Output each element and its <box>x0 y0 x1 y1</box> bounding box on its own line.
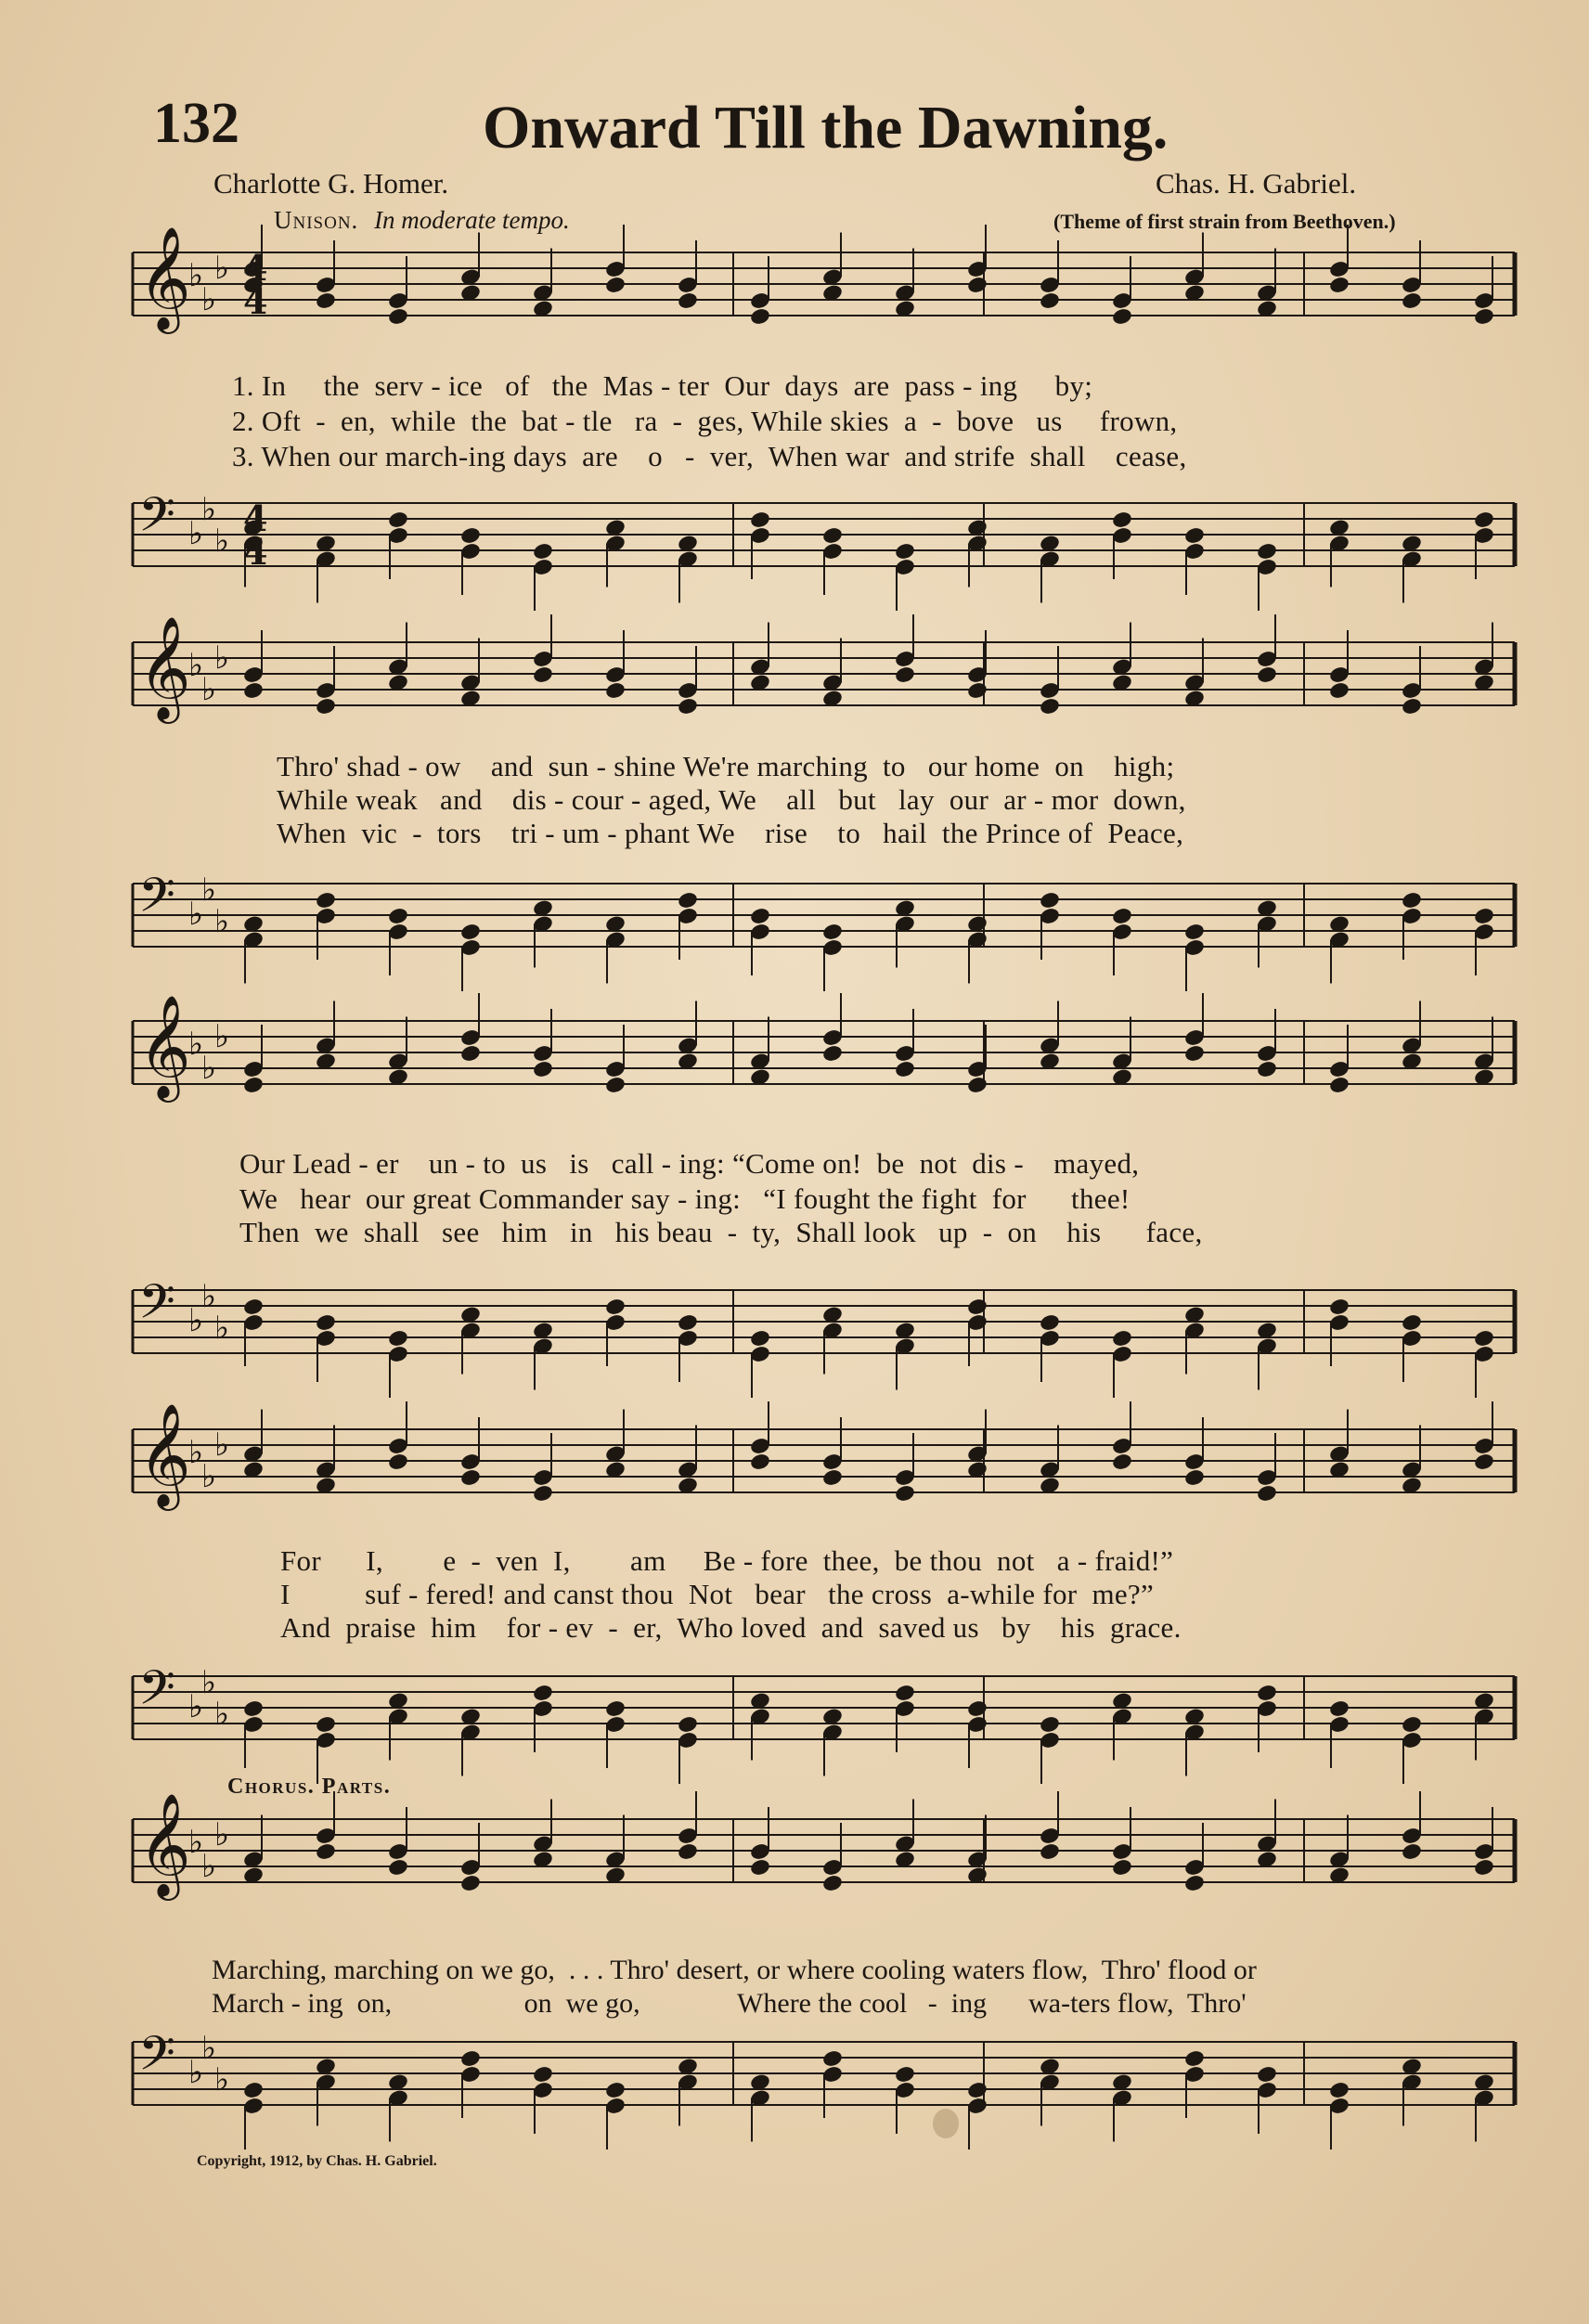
flat-icon: ♭ <box>214 250 230 287</box>
note-head <box>749 1858 771 1878</box>
note-head <box>532 1484 554 1504</box>
flat-icon: ♭ <box>214 639 230 677</box>
note-head <box>966 2081 988 2100</box>
note-head <box>677 1842 699 1862</box>
note-head <box>387 510 409 530</box>
note-head <box>677 1313 699 1333</box>
note-head <box>1039 891 1061 910</box>
note-head <box>532 1684 554 1703</box>
note-head <box>749 510 771 530</box>
note-head <box>315 291 337 311</box>
flat-icon: ♭ <box>214 2061 230 2098</box>
flat-icon: ♭ <box>188 2054 204 2091</box>
flat-icon: ♭ <box>214 1696 230 1733</box>
note-head <box>966 276 988 295</box>
lyric-line: Our Lead - er un - to us is call - ing: “Come on! be not dis - mayed, <box>239 1147 1140 1180</box>
note-head <box>604 681 627 701</box>
note-head <box>966 1699 988 1719</box>
note-head <box>894 1060 916 1079</box>
note-head <box>1183 1044 1206 1064</box>
note-head <box>1183 1874 1206 1893</box>
note-head <box>677 291 699 311</box>
note-head <box>242 2081 265 2100</box>
note-head <box>242 1076 265 1095</box>
note-head <box>821 923 844 942</box>
note-head <box>1039 1842 1061 1862</box>
note-head <box>1256 1484 1278 1504</box>
flat-icon: ♭ <box>201 872 217 909</box>
note-head <box>1039 697 1061 717</box>
note-head <box>821 1044 844 1064</box>
note-head <box>387 307 409 327</box>
note-head <box>242 681 265 701</box>
note-head <box>604 2081 627 2100</box>
note-head <box>387 907 409 926</box>
note-head <box>1328 681 1350 701</box>
note-head <box>894 2065 916 2085</box>
note-head <box>749 907 771 926</box>
treble-clef-icon: 𝄞 <box>138 615 191 719</box>
note-head <box>1039 291 1061 311</box>
note-head <box>604 1699 627 1719</box>
bass-staff-chorus-lines <box>0 2025 1589 2153</box>
flat-icon: ♭ <box>188 515 204 552</box>
note-head <box>1473 510 1495 530</box>
note-head <box>1473 1329 1495 1349</box>
lyric-line: 2. Oft - en, while the bat - tle ra - ges, While skies a - bove us frown, <box>232 405 1178 437</box>
note-head <box>821 526 844 546</box>
note-head <box>242 1298 265 1317</box>
flat-icon: ♭ <box>201 491 217 528</box>
bass-staff-4-lines <box>0 1659 1589 1788</box>
note-head <box>1401 1842 1423 1862</box>
note-head <box>966 1298 988 1317</box>
note-head <box>459 1044 482 1064</box>
treble-clef-icon: 𝄞 <box>138 1792 191 1896</box>
lyric-line: 3. When our march-ing days are o - ver, When war and strife shall cease, <box>232 440 1187 472</box>
note-head <box>1111 1329 1133 1349</box>
time-signature: 4 <box>243 247 268 289</box>
time-signature: 4 <box>243 280 268 322</box>
note-head <box>532 1060 554 1079</box>
flat-icon: ♭ <box>188 1302 204 1339</box>
flat-icon: ♭ <box>201 281 217 318</box>
note-head <box>1111 510 1133 530</box>
note-head <box>1256 1684 1278 1703</box>
chorus-lyric-line: March - ing on, on we go, Where the cool - ing wa-ters flow, Thro' <box>212 1988 1247 2019</box>
note-head <box>1401 291 1423 311</box>
lyric-line: And praise him for - ev - er, Who loved and saved us by his grace. <box>280 1611 1182 1644</box>
treble-clef-icon: 𝄞 <box>138 1402 191 1506</box>
note-head <box>1256 542 1278 562</box>
note-head <box>387 1329 409 1349</box>
treble-staff-4 <box>0 1402 1589 1506</box>
note-head <box>749 1329 771 1349</box>
note-head <box>1328 1699 1350 1719</box>
note-head <box>749 1452 771 1472</box>
note-head <box>459 2049 482 2069</box>
note-head <box>894 1484 916 1504</box>
treble-staff-chorus-lines <box>0 1792 1589 1930</box>
bass-clef-icon: 𝄢 <box>138 1273 175 1341</box>
flat-icon: ♭ <box>188 257 204 294</box>
bass-staff-3-lines <box>0 1273 1589 1401</box>
lyric-line: Thro' shad - ow and sun - shine We're marching to our home on high; <box>277 750 1175 782</box>
flat-icon: ♭ <box>188 1688 204 1725</box>
note-head <box>1111 1858 1133 1878</box>
note-head <box>1328 276 1350 295</box>
flat-icon: ♭ <box>214 1427 230 1464</box>
bass-staff-3 <box>0 1273 1589 1357</box>
flat-icon: ♭ <box>201 1848 217 1885</box>
treble-staff-3 <box>0 994 1589 1098</box>
treble-staff-4-lines <box>0 1402 1589 1541</box>
page-number: 132 <box>153 92 239 155</box>
flat-icon: ♭ <box>214 1816 230 1853</box>
lyric-line: When vic - tors tri - um - phant We rise to hail the Prince of Peace, <box>277 817 1184 849</box>
note-head <box>459 526 482 546</box>
note-head <box>532 2065 554 2085</box>
treble-clef-icon: 𝄞 <box>138 226 191 329</box>
flat-icon: ♭ <box>201 1050 217 1087</box>
chorus-label: Chorus. Parts. <box>227 1775 392 1799</box>
flat-icon: ♭ <box>188 1824 204 1861</box>
treble-staff-chorus <box>0 1792 1589 1896</box>
note-head <box>1401 1715 1423 1735</box>
author: Charlotte G. Homer. <box>213 167 449 200</box>
note-head <box>459 1468 482 1488</box>
note-head <box>677 697 699 717</box>
flat-icon: ♭ <box>201 1278 217 1315</box>
lyric-line: I suf - fered! and canst thou Not bear the cross a-while for me?” <box>280 1578 1155 1610</box>
note-head <box>1256 665 1278 685</box>
note-head <box>315 1313 337 1333</box>
bass-staff-1-lines <box>0 486 1589 614</box>
chorus-lyric-line: Marching, marching on we go, . . . Thro' desert, or where cooling waters flow, Thro' flood or <box>212 1955 1257 1985</box>
treble-staff-1 <box>0 226 1589 329</box>
bass-clef-icon: 𝄢 <box>138 867 175 935</box>
note-head <box>1401 697 1423 717</box>
flat-icon: ♭ <box>188 1434 204 1471</box>
bass-staff-2 <box>0 867 1589 950</box>
note-head <box>966 681 988 701</box>
note-head <box>749 307 771 327</box>
flat-icon: ♭ <box>188 647 204 684</box>
treble-staff-3-lines <box>0 994 1589 1132</box>
note-head <box>894 542 916 562</box>
note-head <box>315 891 337 910</box>
note-head <box>1183 1468 1206 1488</box>
lyric-line: 1. In the serv - ice of the Mas - ter Our days are pass - ing by; <box>232 369 1093 402</box>
note-head <box>677 891 699 910</box>
note-head <box>821 2049 844 2069</box>
bass-clef-icon: 𝄢 <box>138 486 175 554</box>
note-head <box>1401 1313 1423 1333</box>
flat-icon: ♭ <box>201 2030 217 2067</box>
note-head <box>1039 1313 1061 1333</box>
note-head <box>459 923 482 942</box>
theme-note: (Theme of first strain from Beethoven.) <box>1053 210 1396 233</box>
flat-icon: ♭ <box>201 1458 217 1495</box>
note-head <box>1183 2049 1206 2069</box>
flat-icon: ♭ <box>214 523 230 560</box>
note-head <box>1256 1060 1278 1079</box>
note-head <box>1111 307 1133 327</box>
note-head <box>242 1699 265 1719</box>
note-head <box>604 276 627 295</box>
note-head <box>387 1452 409 1472</box>
note-head <box>1473 907 1495 926</box>
treble-staff-2-lines <box>0 615 1589 754</box>
bass-staff-1 <box>0 486 1589 573</box>
note-head <box>604 1076 627 1095</box>
note-head <box>1328 1298 1350 1317</box>
bass-staff-chorus <box>0 2025 1589 2109</box>
treble-staff-2 <box>0 615 1589 719</box>
flat-icon: ♭ <box>214 1018 230 1055</box>
note-head <box>387 1858 409 1878</box>
tempo-marking: In moderate tempo. <box>374 206 570 234</box>
note-head <box>459 1874 482 1893</box>
flat-icon: ♭ <box>188 1026 204 1063</box>
note-head <box>1473 1452 1495 1472</box>
paper-stain <box>933 2109 959 2138</box>
bass-staff-4 <box>0 1659 1589 1743</box>
note-head <box>894 1684 916 1703</box>
flat-icon: ♭ <box>214 903 230 940</box>
lyric-line: For I, e - ven I, am Be - fore thee, be thou not a - fraid!” <box>280 1544 1174 1577</box>
lyric-line: We hear our great Commander say - ing: “I fought the fight for thee! <box>239 1182 1130 1215</box>
note-head <box>532 542 554 562</box>
treble-clef-icon: 𝄞 <box>138 994 191 1098</box>
note-head <box>1256 2065 1278 2085</box>
treble-staff-1-lines <box>0 226 1589 364</box>
lyric-line: Then we shall see him in his beau - ty, Shall look up - on his face, <box>239 1216 1203 1248</box>
note-head <box>894 665 916 685</box>
note-head <box>1473 307 1495 327</box>
flat-icon: ♭ <box>201 671 217 708</box>
time-signature: 4 <box>243 497 268 539</box>
flat-icon: ♭ <box>188 896 204 933</box>
note-head <box>821 1874 844 1893</box>
note-head <box>1111 907 1133 926</box>
note-head <box>1328 2081 1350 2100</box>
lyric-line: While weak and dis - cour - aged, We all but lay our ar - mor down, <box>277 783 1186 816</box>
note-head <box>1473 1858 1495 1878</box>
bass-staff-2-lines <box>0 867 1589 995</box>
note-head <box>1183 526 1206 546</box>
note-head <box>1328 1076 1350 1095</box>
bass-clef-icon: 𝄢 <box>138 2025 175 2093</box>
note-head <box>604 1298 627 1317</box>
note-head <box>1401 891 1423 910</box>
bass-clef-icon: 𝄢 <box>138 1659 175 1727</box>
note-head <box>315 697 337 717</box>
note-head <box>1111 1452 1133 1472</box>
note-head <box>966 1076 988 1095</box>
hymn-title: Onward Till the Dawning. <box>483 94 1169 161</box>
time-signature: 4 <box>243 531 268 573</box>
composer: Chas. H. Gabriel. <box>1156 167 1357 200</box>
flat-icon: ♭ <box>201 1664 217 1701</box>
flat-icon: ♭ <box>214 1310 230 1347</box>
note-head <box>532 665 554 685</box>
note-head <box>821 1468 844 1488</box>
copyright: Copyright, 1912, by Chas. H. Gabriel. <box>197 2153 437 2169</box>
voice-direction: Unison. <box>274 206 359 234</box>
note-head <box>677 1715 699 1735</box>
note-head <box>315 1715 337 1735</box>
note-head <box>315 1842 337 1862</box>
performance-direction <box>274 206 570 235</box>
note-head <box>1039 1715 1061 1735</box>
note-head <box>1183 923 1206 942</box>
